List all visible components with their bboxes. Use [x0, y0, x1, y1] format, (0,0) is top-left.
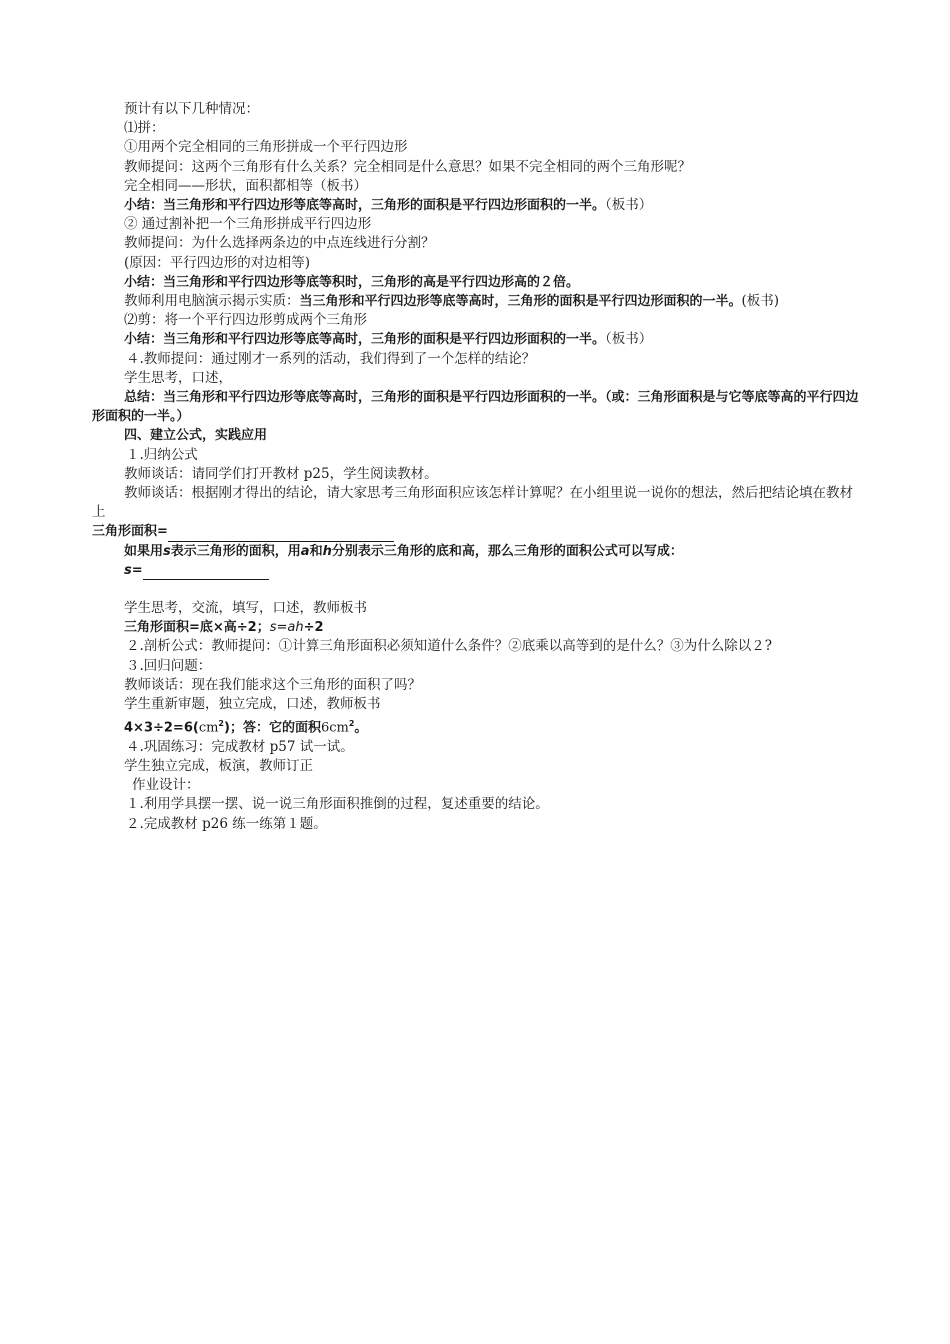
text-line: ２.完成教材 p26 练一练第１题。	[126, 815, 327, 832]
text-line: ①用两个完全相同的三角形拼成一个平行四边形	[124, 139, 408, 156]
summary-note: （板书）	[605, 197, 653, 214]
unit: cm	[198, 720, 219, 736]
text-line: 教师谈话：请同学们打开教材 p25，学生阅读教材。	[124, 465, 438, 482]
text-span: 。	[354, 720, 368, 736]
document-body	[92, 100, 862, 834]
section-heading: 四、建立公式，实践应用	[124, 428, 268, 444]
text-line: 教师提问：为什么选择两条边的中点连线进行分割？	[124, 235, 435, 252]
text-line: ４.巩固练习：完成教材 p57 试一试。	[126, 738, 354, 755]
text-span: 如果用	[124, 543, 164, 559]
text-span: 和	[309, 543, 323, 559]
paragraph-note: (板书)	[741, 293, 780, 310]
formula-blank-line	[92, 522, 862, 541]
text-line: ３.回归问题：	[126, 657, 212, 674]
formula-label: 三角形面积=	[92, 524, 168, 540]
text-span: 4×3÷2=6(	[124, 720, 199, 736]
paragraph-lead: 教师利用电脑演示揭示实质：	[124, 293, 300, 310]
text-line: 作业设计：	[132, 777, 200, 794]
paragraph	[92, 292, 860, 311]
summary-bold: 小结：当三角形和平行四边形等底等高时，三角形的面积是平行四边形面积的一半。	[124, 332, 606, 348]
formula-intro-line	[92, 542, 862, 561]
paragraph: 教师谈话：根据刚才得出的结论，请大家思考三角形面积应该怎样计算呢？在小组里说一说你的想法，然后把结论填在教材上	[92, 485, 853, 521]
text-line: 教师谈话：现在我们能求这个三角形的面积了吗？	[124, 676, 421, 693]
text-line: 预计有以下几种情况：	[124, 101, 259, 117]
superscript: 2	[218, 719, 224, 729]
text-line: 学生思考，口述，	[124, 369, 232, 386]
fill-blank	[143, 565, 269, 580]
conclusion-paragraph: 总结：当三角形和平行四边形等底等高时，三角形的面积是平行四边形面积的一半。（或：三角形面积是与它等底等高的平行四边形面积的一半。）	[92, 390, 859, 425]
text-line: 完全相同——形状，面积都相等（板书）	[124, 177, 367, 194]
text-span: 分别表示三角形的底和高，那么三角形的面积公式可以写成：	[331, 543, 683, 559]
paragraph-bold: 当三角形和平行四边形等底等高时，三角形的面积是平行四边形面积的一半。	[299, 294, 742, 310]
formula-line	[92, 618, 862, 637]
var-h: h	[322, 543, 332, 559]
text-line: ４.教师提问：通过刚才一系列的活动，我们得到了一个怎样的结论？	[126, 350, 536, 367]
text-line: ⑵剪：将一个平行四边形剪成两个三角形	[124, 312, 367, 329]
fill-blank	[168, 527, 394, 542]
summary-line	[92, 330, 862, 349]
text-line: 学生重新审题，独立完成，口述，教师板书	[124, 696, 381, 713]
summary-line: 小结：当三角形和平行四边形等底等积时，三角形的高是平行四边形高的２倍。	[124, 274, 580, 290]
text-line: ② 通过割补把一个三角形拼成平行四边形	[124, 216, 372, 233]
formula-label: s=	[124, 562, 143, 578]
paragraph: ２.剖析公式：教师提问：①计算三角形面积必须知道什么条件？②底乘以高等到的是什么？③为什么除以２?	[126, 638, 773, 655]
var-s: s	[163, 543, 171, 559]
text-line: 学生思考，交流，填写，口述，教师板书	[124, 600, 367, 617]
text-span: 表示三角形的面积，用	[170, 543, 301, 559]
text-span: 三角形面积=底×高÷2；	[124, 620, 270, 636]
unit: 6cm	[320, 720, 349, 736]
formula-italic: s=ah	[269, 620, 304, 636]
summary-bold: 小结：当三角形和平行四边形等底等高时，三角形的面积是平行四边形面积的一半。	[124, 198, 606, 214]
text-line: １.归纳公式	[126, 446, 198, 463]
formula-blank-line	[92, 561, 862, 580]
text-line: １.利用学具摆一摆、说一说三角形面积推倒的过程，复述重要的结论。	[126, 796, 549, 813]
text-line: 学生独立完成，板演，教师订正	[124, 758, 313, 775]
text-line: (原因：平行四边形的对边相等)	[124, 254, 311, 271]
summary-note: （板书）	[605, 331, 653, 348]
text-line: ⑴拼：	[124, 120, 165, 137]
answer-line	[92, 714, 862, 738]
text-line: 教师提问：这两个三角形有什么关系？完全相同是什么意思？如果不完全相同的两个三角形呢？	[124, 158, 691, 175]
superscript: 2	[348, 719, 355, 729]
text-span: )；答：它的面积	[224, 720, 321, 736]
spacer	[92, 580, 862, 599]
text-span: ÷2	[303, 620, 324, 636]
var-a: a	[300, 543, 310, 559]
summary-line	[92, 196, 862, 215]
